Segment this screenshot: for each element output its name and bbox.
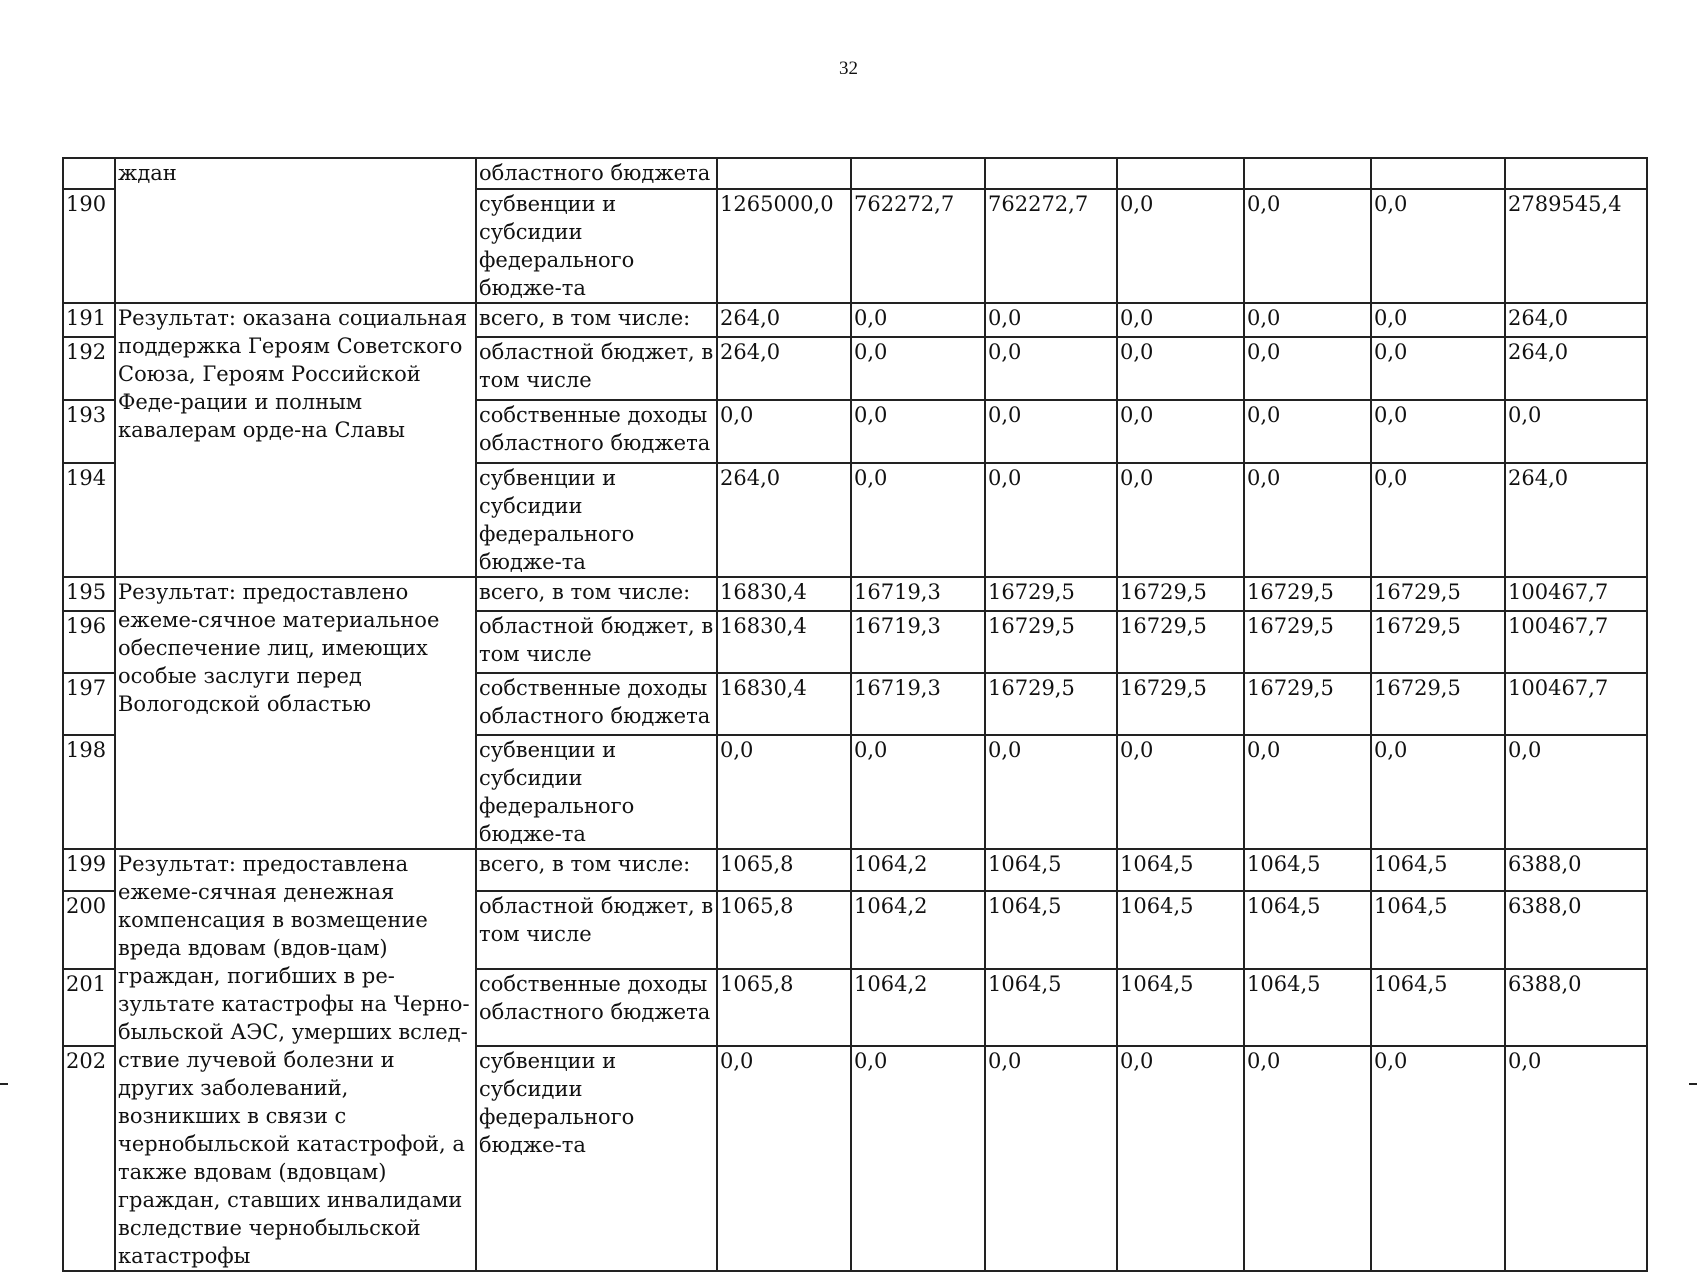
value-cell: 16729,5 xyxy=(1117,673,1244,735)
row-number-cell: 201 xyxy=(63,969,115,1046)
value-cell: 16729,5 xyxy=(1117,577,1244,611)
value-cell: 1064,5 xyxy=(1117,969,1244,1046)
value-cell xyxy=(1371,158,1505,189)
right-margin-mark xyxy=(1689,1083,1697,1085)
value-cell: 6388,0 xyxy=(1505,849,1647,891)
source-cell: областной бюджет, в том числе xyxy=(476,891,717,968)
value-cell: 0,0 xyxy=(1244,463,1371,577)
value-cell: 0,0 xyxy=(985,303,1117,337)
budget-table-body xyxy=(63,158,1647,1271)
value-cell: 1064,2 xyxy=(851,849,985,891)
value-cell xyxy=(1505,158,1647,189)
value-cell: 0,0 xyxy=(717,400,851,463)
value-cell: 1064,5 xyxy=(1244,891,1371,968)
value-cell: 16729,5 xyxy=(1371,577,1505,611)
value-cell: 264,0 xyxy=(1505,463,1647,577)
table-row-continuation xyxy=(63,158,1647,189)
value-cell: 762272,7 xyxy=(985,189,1117,303)
value-cell xyxy=(851,158,985,189)
value-cell: 264,0 xyxy=(1505,303,1647,337)
row-number-cell: 199 xyxy=(63,849,115,891)
table-row-199 xyxy=(63,849,1647,891)
value-cell: 1065,8 xyxy=(717,849,851,891)
table-row-195 xyxy=(63,577,1647,611)
value-cell: 16729,5 xyxy=(1371,673,1505,735)
value-cell: 0,0 xyxy=(851,337,985,400)
value-cell: 16729,5 xyxy=(1244,577,1371,611)
row-number-cell: 194 xyxy=(63,463,115,577)
value-cell: 0,0 xyxy=(985,337,1117,400)
value-cell: 0,0 xyxy=(1117,1046,1244,1271)
value-cell xyxy=(1244,158,1371,189)
source-cell: областной бюджет, в том числе xyxy=(476,611,717,673)
value-cell: 16830,4 xyxy=(717,611,851,673)
value-cell: 6388,0 xyxy=(1505,969,1647,1046)
value-cell: 0,0 xyxy=(985,735,1117,849)
value-cell: 0,0 xyxy=(1244,1046,1371,1271)
value-cell: 1064,5 xyxy=(1371,969,1505,1046)
value-cell: 16719,3 xyxy=(851,673,985,735)
value-cell: 1064,5 xyxy=(985,891,1117,968)
value-cell: 100467,7 xyxy=(1505,611,1647,673)
source-cell: собственные доходы областного бюджета xyxy=(476,673,717,735)
budget-table xyxy=(62,157,1648,1272)
value-cell: 0,0 xyxy=(1117,189,1244,303)
description-cell: Результат: оказана социальная поддержка Героям Советского Союза, Героям Российской Феде-рации и полным кавалерам орде-на Славы xyxy=(115,303,476,577)
value-cell: 264,0 xyxy=(717,463,851,577)
value-cell: 0,0 xyxy=(1244,189,1371,303)
row-number-cell: 190 xyxy=(63,189,115,303)
value-cell xyxy=(717,158,851,189)
value-cell: 1064,5 xyxy=(1244,849,1371,891)
value-cell: 1064,5 xyxy=(1117,891,1244,968)
value-cell: 1064,5 xyxy=(1244,969,1371,1046)
value-cell: 16729,5 xyxy=(985,673,1117,735)
left-margin-mark xyxy=(0,1083,8,1085)
source-cell: всего, в том числе: xyxy=(476,849,717,891)
page-number: 32 xyxy=(839,58,858,79)
source-cell: областного бюджета xyxy=(476,158,717,189)
value-cell: 6388,0 xyxy=(1505,891,1647,968)
row-number-cell: 195 xyxy=(63,577,115,611)
value-cell: 16729,5 xyxy=(985,577,1117,611)
row-number-cell: 200 xyxy=(63,891,115,968)
value-cell: 0,0 xyxy=(851,303,985,337)
description-cell: ждан xyxy=(115,158,476,303)
table-row-191 xyxy=(63,303,1647,337)
source-cell: всего, в том числе: xyxy=(476,303,717,337)
description-cell: Результат: предоставлено ежеме-сячное материальное обеспечение лиц, имеющих особые заслуги перед Вологодской областью xyxy=(115,577,476,849)
value-cell: 0,0 xyxy=(717,1046,851,1271)
row-number-cell: 197 xyxy=(63,673,115,735)
value-cell: 0,0 xyxy=(1117,735,1244,849)
value-cell: 264,0 xyxy=(1505,337,1647,400)
source-cell: субвенции и субсидии федерального бюдже-та xyxy=(476,463,717,577)
value-cell: 16729,5 xyxy=(1244,673,1371,735)
value-cell: 0,0 xyxy=(1371,400,1505,463)
value-cell: 0,0 xyxy=(1505,1046,1647,1271)
value-cell: 0,0 xyxy=(1505,735,1647,849)
value-cell: 0,0 xyxy=(1244,400,1371,463)
value-cell: 0,0 xyxy=(1117,463,1244,577)
row-number-cell: 202 xyxy=(63,1046,115,1271)
value-cell xyxy=(985,158,1117,189)
value-cell: 16830,4 xyxy=(717,673,851,735)
value-cell: 16830,4 xyxy=(717,577,851,611)
value-cell: 16719,3 xyxy=(851,611,985,673)
value-cell: 0,0 xyxy=(985,1046,1117,1271)
value-cell: 0,0 xyxy=(1371,303,1505,337)
value-cell: 0,0 xyxy=(1117,337,1244,400)
value-cell: 0,0 xyxy=(1244,735,1371,849)
source-cell: субвенции и субсидии федерального бюдже-та xyxy=(476,1046,717,1271)
value-cell: 0,0 xyxy=(985,400,1117,463)
value-cell: 1064,5 xyxy=(1371,849,1505,891)
value-cell: 0,0 xyxy=(985,463,1117,577)
value-cell: 1265000,0 xyxy=(717,189,851,303)
value-cell: 16729,5 xyxy=(1244,611,1371,673)
source-cell: собственные доходы областного бюджета xyxy=(476,400,717,463)
value-cell: 16729,5 xyxy=(985,611,1117,673)
value-cell: 0,0 xyxy=(1371,735,1505,849)
value-cell xyxy=(1117,158,1244,189)
value-cell: 0,0 xyxy=(1371,463,1505,577)
row-number-cell: 193 xyxy=(63,400,115,463)
value-cell: 762272,7 xyxy=(851,189,985,303)
row-number-cell: 198 xyxy=(63,735,115,849)
value-cell: 16729,5 xyxy=(1117,611,1244,673)
value-cell: 0,0 xyxy=(851,463,985,577)
source-cell: субвенции и субсидии федерального бюдже-та xyxy=(476,735,717,849)
value-cell: 1064,5 xyxy=(985,849,1117,891)
value-cell: 0,0 xyxy=(1244,303,1371,337)
value-cell: 0,0 xyxy=(717,735,851,849)
source-cell: субвенции и субсидии федерального бюдже-та xyxy=(476,189,717,303)
row-number-cell: 192 xyxy=(63,337,115,400)
value-cell: 16729,5 xyxy=(1371,611,1505,673)
value-cell: 0,0 xyxy=(851,400,985,463)
row-number-cell xyxy=(63,158,115,189)
value-cell: 264,0 xyxy=(717,303,851,337)
value-cell: 0,0 xyxy=(1505,400,1647,463)
value-cell: 0,0 xyxy=(1371,337,1505,400)
value-cell: 16719,3 xyxy=(851,577,985,611)
value-cell: 0,0 xyxy=(1371,1046,1505,1271)
value-cell: 100467,7 xyxy=(1505,577,1647,611)
value-cell: 0,0 xyxy=(1117,400,1244,463)
source-cell: всего, в том числе: xyxy=(476,577,717,611)
value-cell: 2789545,4 xyxy=(1505,189,1647,303)
value-cell: 100467,7 xyxy=(1505,673,1647,735)
value-cell: 264,0 xyxy=(717,337,851,400)
value-cell: 0,0 xyxy=(851,1046,985,1271)
description-cell: Результат: предоставлена ежеме-сячная денежная компенсация в возмещение вреда вдовам (вдов-цам) граждан, погибших в ре-зультате катастрофы на Черно-быльской АЭС, умерших вслед-ствие лучевой болезни и других заболеваний, возникших в связи с чернобыльской катастрофой, а также вдовам (вдовцам) граждан, ставших инвалидами вследствие чернобыльской катастрофы xyxy=(115,849,476,1271)
source-cell: областной бюджет, в том числе xyxy=(476,337,717,400)
value-cell: 1064,5 xyxy=(1371,891,1505,968)
source-cell: собственные доходы областного бюджета xyxy=(476,969,717,1046)
value-cell: 1065,8 xyxy=(717,891,851,968)
value-cell: 1064,2 xyxy=(851,969,985,1046)
value-cell: 1065,8 xyxy=(717,969,851,1046)
value-cell: 0,0 xyxy=(1244,337,1371,400)
value-cell: 1064,5 xyxy=(985,969,1117,1046)
value-cell: 1064,2 xyxy=(851,891,985,968)
value-cell: 0,0 xyxy=(851,735,985,849)
value-cell: 1064,5 xyxy=(1117,849,1244,891)
value-cell: 0,0 xyxy=(1117,303,1244,337)
row-number-cell: 191 xyxy=(63,303,115,337)
value-cell: 0,0 xyxy=(1371,189,1505,303)
row-number-cell: 196 xyxy=(63,611,115,673)
